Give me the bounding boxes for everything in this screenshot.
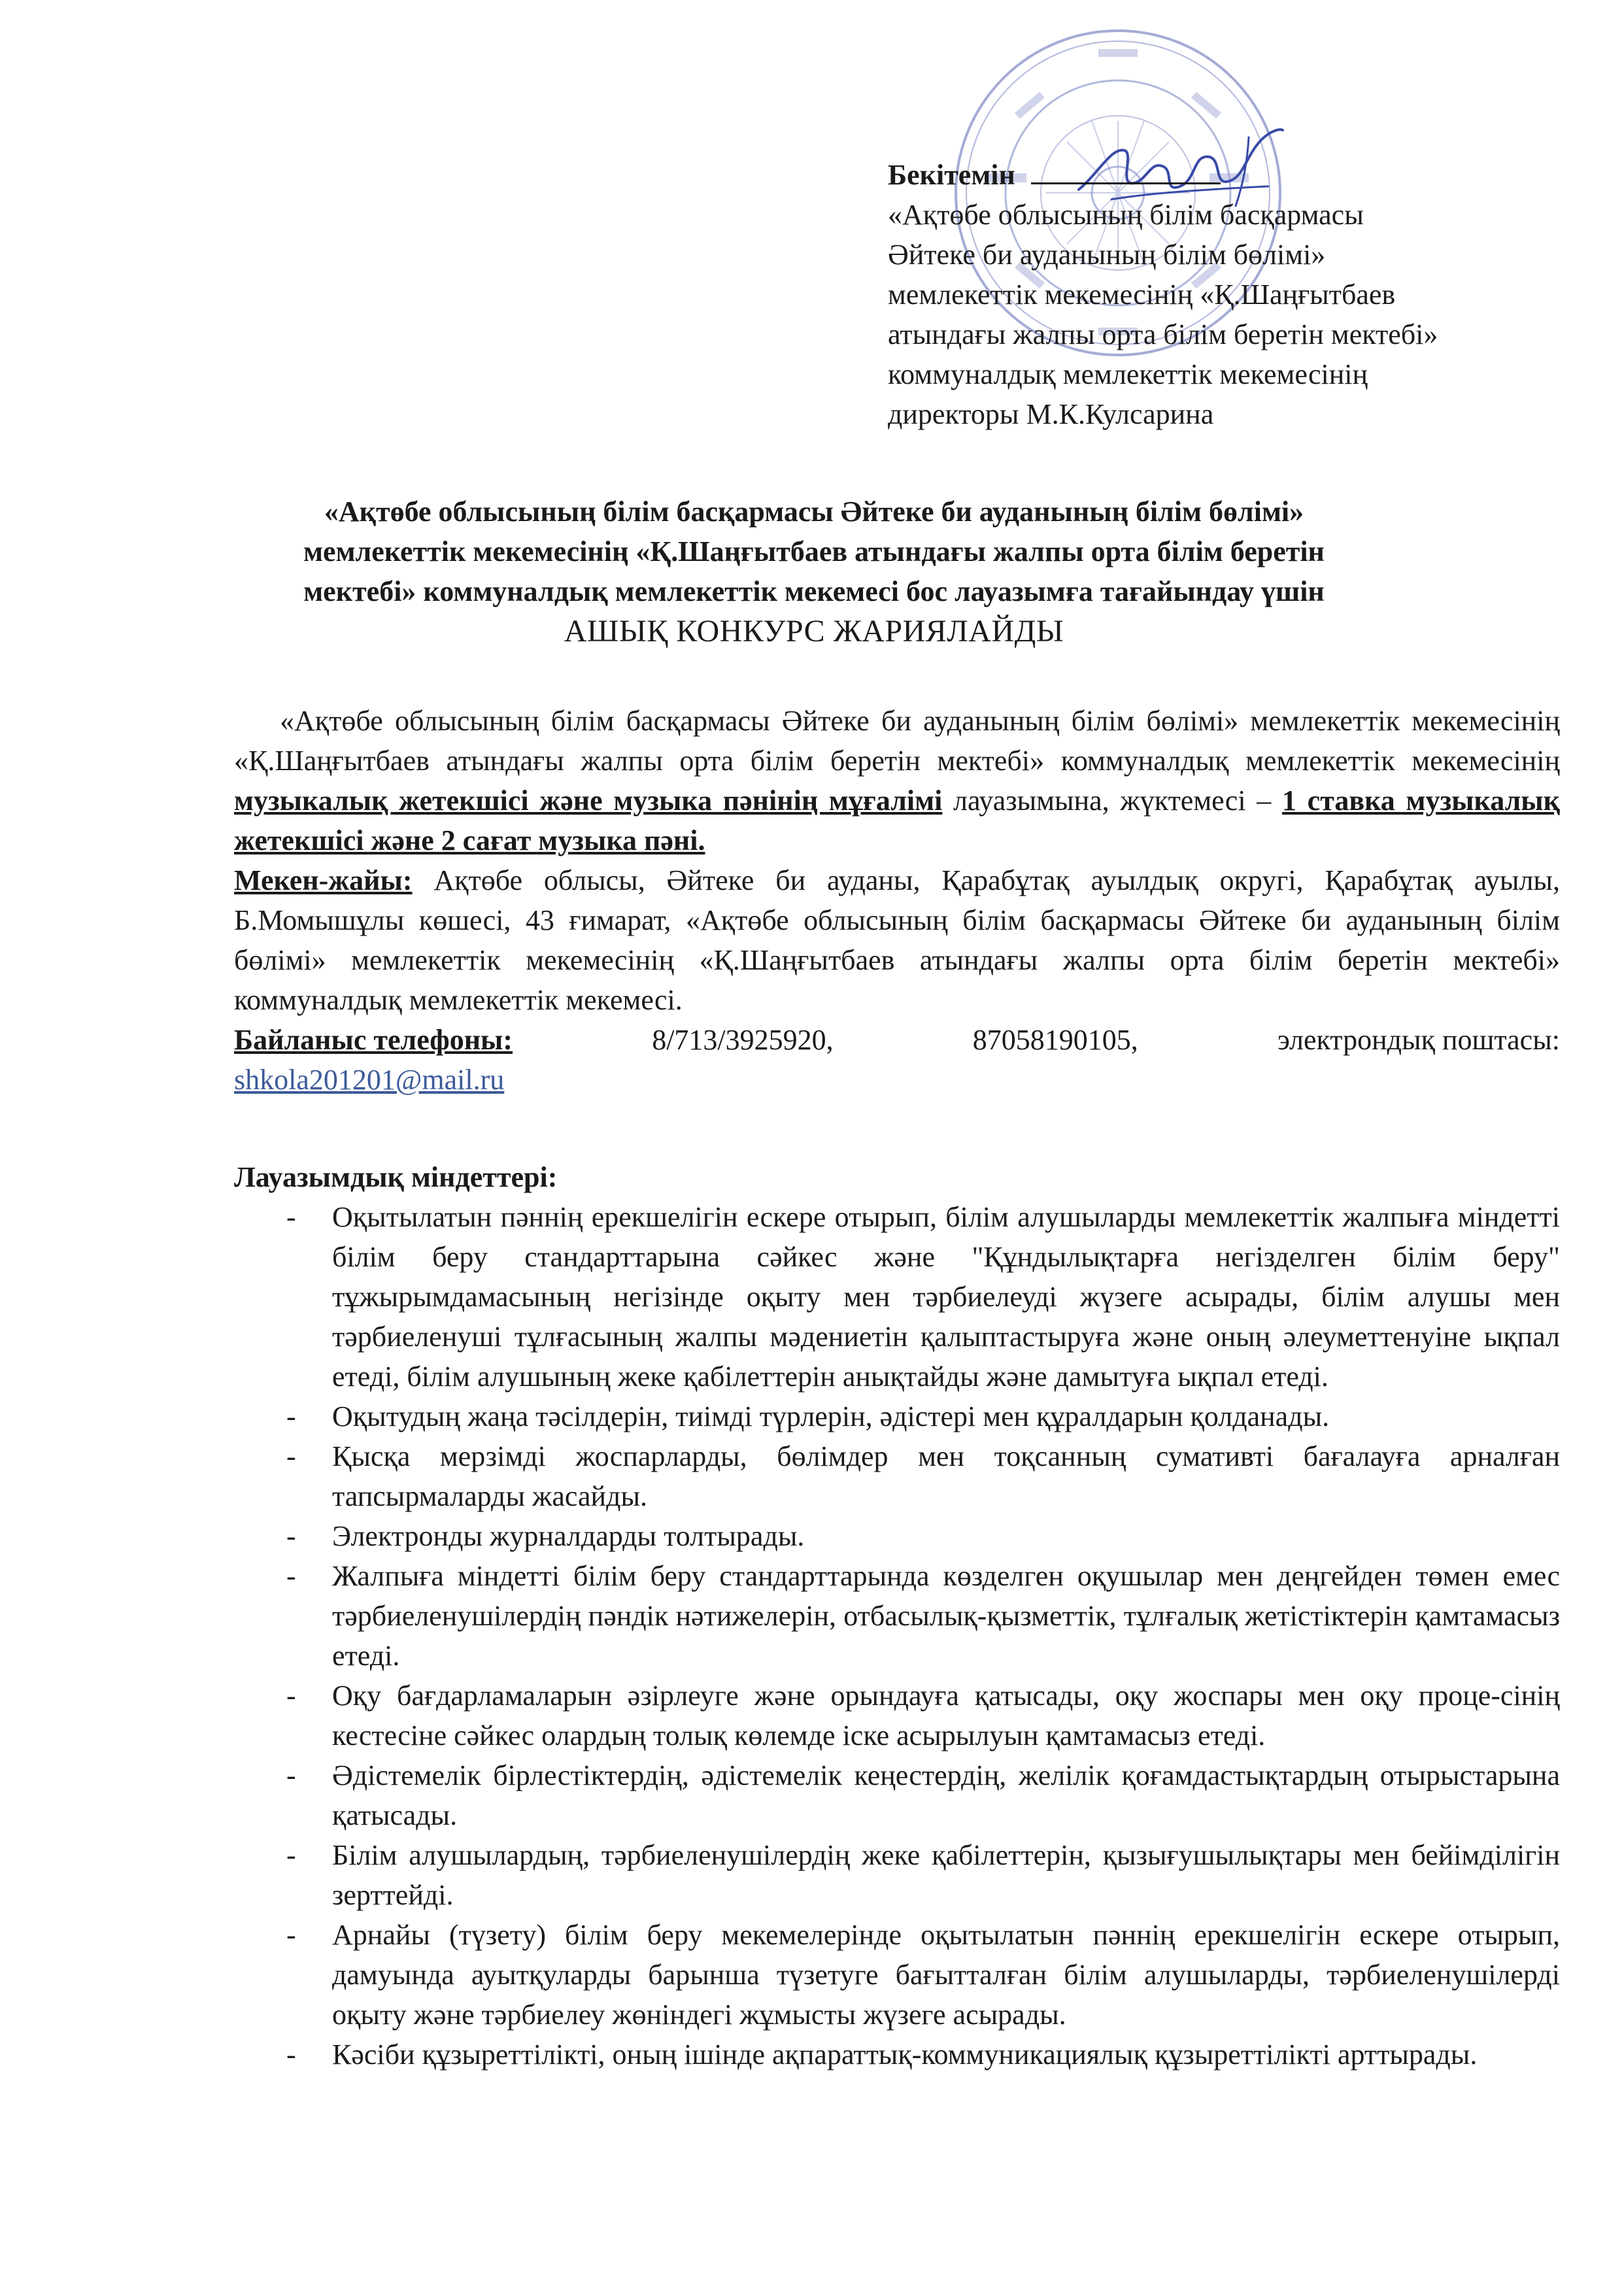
duty-text: Оқу бағдарламаларын әзірлеуге және орындауға қатысады, оқу жоспары мен оқу проце-сінің кестесіне сәйкес олардың толық көлемде іске асырылуын қамтамасыз етеді. bbox=[332, 1680, 1560, 1751]
bullet: - bbox=[286, 1680, 296, 1712]
heading-line: мектебі» коммуналдық мемлекеттік мекемесі бос лауазымға тағайындау үшін bbox=[303, 575, 1325, 607]
intro-text: «Ақтөбе облысының білім басқармасы Әйтеке би ауданының білім бөлімі» мемлекеттік мекемесінің «Қ.Шаңғытбаев атындағы жалпы орта білім беретін мектебі» коммуналдық мемлекеттік мекемесінің bbox=[234, 705, 1560, 777]
email-label: электрондық поштасы: bbox=[1277, 1024, 1560, 1056]
position-name: музыкалық жетекшісі және музыка пәнінің мұғалімі bbox=[234, 785, 943, 817]
duty-text: Оқытудың жаңа тәсілдерін, тиімді түрлерін, әдістері мен құралдарын қолданады. bbox=[332, 1400, 1330, 1432]
approval-line: коммуналдық мемлекеттік мекемесінің bbox=[888, 358, 1368, 390]
list-item bbox=[234, 1676, 1560, 1755]
announcement-heading bbox=[235, 492, 1393, 651]
address-label: Мекен-жайы: bbox=[234, 864, 413, 896]
list-item bbox=[234, 1556, 1560, 1676]
list-item bbox=[234, 1516, 1560, 1556]
approval-line: «Ақтөбе облысының білім басқармасы bbox=[888, 199, 1364, 231]
duties-section bbox=[234, 1157, 1560, 2074]
bullet: - bbox=[286, 1919, 296, 1951]
duty-text: Білім алушылардың, тәрбиеленушілердің жеке қабілеттерін, қызығушылықтары мен бейімділігін зерттейді. bbox=[332, 1839, 1560, 1911]
email-link[interactable]: shkola201201@mail.ru bbox=[234, 1064, 505, 1096]
list-item bbox=[234, 1755, 1560, 1835]
announcement-body bbox=[234, 701, 1560, 1100]
duty-text: Электронды журналдарды толтырады. bbox=[332, 1520, 805, 1552]
mobile-number: 87058190105, bbox=[972, 1024, 1138, 1056]
list-item bbox=[234, 1915, 1560, 2035]
duty-text: Оқытылатын пәннің ерекшелігін ескере отырып, білім алушыларды мемлекеттік жалпыға міндетті білім беру стандарттарына сәйкес және "Құндылықтарға негізделген білім беру" тұжырымдамасының негізінде оқыту мен тәрбиелеуді жүзеге асырады, білім алушы мен тәрбиеленуші тұлғасының жалпы мәдениетін қалыптастыруға және оның әлеуметтенуіне ықпал етеді, білім алушының жеке қабілеттерін анықтайды және дамытуға ықпал етеді. bbox=[332, 1201, 1560, 1393]
bullet: - bbox=[286, 1400, 296, 1432]
address-text: Ақтөбе облысы, Әйтеке би ауданы, Қарабұтақ ауылдық округі, Қарабұтақ ауылы, Б.Момышұлы көшесі, 43 ғимарат, «Ақтөбе облысының білім басқармасы Әйтеке би ауданының білім бөлімі» мемлекеттік мекемесінің «Қ.Шаңғытбаев атындағы жалпы орта білім беретін мектебі» коммуналдық мемлекеттік мекемесі. bbox=[234, 864, 1560, 1016]
bullet: - bbox=[286, 1520, 296, 1552]
duty-text: Жалпыға міндетті білім беру стандарттарында көзделген оқушылар мен деңгейден төмен емес тәрбиеленушілердің пәндік нәтижелерін, отбасылық-қызметтік, тұлғалық жетістіктерін қамтамасыз етеді. bbox=[332, 1560, 1560, 1672]
bullet: - bbox=[286, 2038, 296, 2071]
list-item bbox=[234, 1197, 1560, 1396]
heading-line: мемлекеттік мекемесінің «Қ.Шаңғытбаев атындағы жалпы орта білім беретін bbox=[303, 535, 1325, 567]
duty-text: Кәсіби құзыреттілікті, оның ішінде ақпараттық-коммуникациялық құзыреттілікті арттырады. bbox=[332, 2038, 1478, 2071]
list-item bbox=[234, 1396, 1560, 1436]
address-paragraph bbox=[234, 860, 1560, 1020]
phone-number: 8/713/3925920, bbox=[652, 1024, 834, 1056]
bullet: - bbox=[286, 1839, 296, 1871]
approval-line: мемлекеттік мекемесінің «Қ.Шаңғытбаев bbox=[888, 279, 1396, 311]
workload: 1 ставка музыкалық жетекшісі және 2 сағат музыка пәні. bbox=[234, 785, 1560, 856]
bullet: - bbox=[286, 1560, 296, 1592]
heading-line: «Ақтөбе облысының білім басқармасы Әйтеке би ауданының білім бөлімі» bbox=[324, 496, 1304, 528]
approval-line: атындағы жалпы орта білім беретін мектебі» bbox=[888, 318, 1438, 350]
phone-label: Байланыс телефоны: bbox=[234, 1024, 513, 1056]
duty-text: Арнайы (түзету) білім беру мекемелерінде оқытылатын пәннің ерекшелігін ескере отырып, дамуында ауытқуларды барынша түзетуге бағытталған білім алушыларды, тәрбиеленушілерді оқыту және тәрбиелеу жөніндегі жұмысты жүзеге асырады. bbox=[332, 1919, 1560, 2031]
duties-title: Лауазымдық міндеттері: bbox=[234, 1161, 558, 1193]
approval-line: директоры М.К.Кулсарина bbox=[888, 398, 1214, 430]
duty-text: Қысқа мерзімді жоспарларды, бөлімдер мен тоқсанның сумативті бағалауға арналған тапсырмаларды жасайды. bbox=[332, 1440, 1560, 1512]
list-item bbox=[234, 1436, 1560, 1516]
bullet: - bbox=[286, 1440, 296, 1472]
list-item bbox=[234, 1835, 1560, 1915]
approval-block bbox=[888, 155, 1581, 434]
duties-list bbox=[234, 1197, 1560, 2074]
approval-title-text: Бекітемін bbox=[888, 159, 1015, 191]
approval-line: Әйтеке би ауданының білім бөлімі» bbox=[888, 239, 1326, 271]
contact-line bbox=[234, 1020, 1560, 1060]
list-item bbox=[234, 2035, 1560, 2074]
intro-paragraph bbox=[234, 701, 1560, 860]
intro-text-2: лауазымына, жүктемесі – bbox=[942, 785, 1282, 817]
bullet: - bbox=[286, 1759, 296, 1791]
duty-text: Әдістемелік бірлестіктердің, әдістемелік кеңестердің, желілік қоғамдастықтардың отырыстарына қатысады. bbox=[332, 1759, 1560, 1831]
signature-line bbox=[1031, 156, 1221, 184]
bullet: - bbox=[286, 1201, 296, 1233]
heading-announce: АШЫҚ КОНКУРС ЖАРИЯЛАЙДЫ bbox=[564, 614, 1064, 649]
approval-title bbox=[888, 155, 1581, 195]
